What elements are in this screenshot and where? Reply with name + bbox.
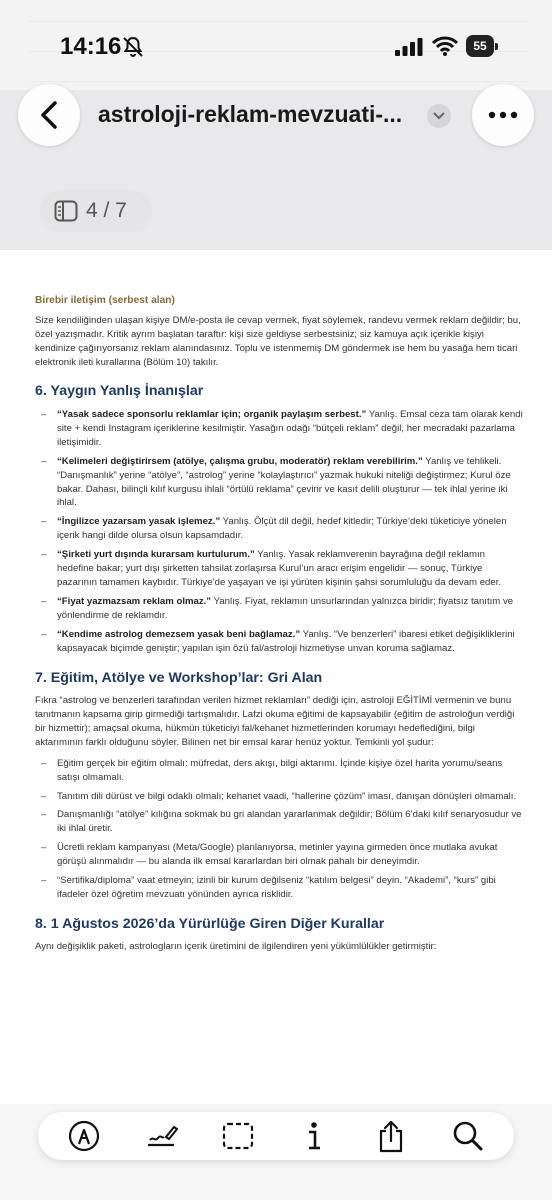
markup-pen-icon [68,1120,100,1152]
list-item: – “Kelimeleri değiştirirsem (atölye, çalışma grubu, moderatör) reklam verebilirim.” Yanlış ve tehlikeli. “Danışmanlık” yerine “atölye”, “astrolog” yerine “kolaylaştırıcı” yazmak hukuki niteliği değiştirmez; Kurul öze bakar. Dahası, bilinçli kılıf kurgusu ihlali “örtülü reklama” çevirir ve kasıt delili oluşturur — tek ihlal yerine iki ihlal. [35,455,524,511]
search-button[interactable] [448,1116,488,1156]
list-item: – Ücretli reklam kampanyası (Meta/Google) planlanıyorsa, metinler yayına girmeden önce mutlaka avukat görüşü alınmalıdır — bu alanda ilk emsal kararlardan biri olmak pahalı bir deneyimdir. [35,841,524,869]
title-menu-button[interactable] [427,104,451,128]
paragraph: Fıkra “astrolog ve benzerleri tarafından verilen hizmet reklamları” dediği için, astroloji EĞİTİMİ vermenin ve bunu tanıtmanın kapsama girip girmediği tartışmalıdır. Lafzi okuma eğitimi de kapsayabilir (eğitim de astroloğun verdiği bir hizmettir); amaçsal okuma, hükmün tüketiciyi fal/kehanet hizmetlerinden korumayı hedeflediğini, bilgi aktarımının farklı olduğunu söyler. Bilinen net bir emsal karar henüz yoktur. Temkinli yol şudur: [35,695,515,748]
paragraph: Aynı değişiklik paketi, astrologların içerik üretimini de ilgilendiren yeni yükümlülükler getirmiştir: [35,941,437,953]
education-list [35,757,524,902]
list-item: – Tanıtım dili dürüst ve bilgi odaklı olmalı; kehanet vaadi, “hallerine çözüm” iması, danışan dönüşleri olmamalı. [35,790,524,804]
more-button[interactable] [472,84,534,146]
bell-muted-icon [121,35,145,59]
list-item: – “Kendime astrolog demezsem yasak beni bağlamaz.” Yanlış. “Ve benzerleri” ibaresi etiket değişikliklerini kapsayacak biçimde geniştir; yapılan işin özü fal/astroloji hizmetiyse unvan koruma sağlamaz. [35,628,524,656]
share-icon [377,1119,405,1153]
bottom-toolbar [0,1104,552,1200]
status-bar [0,0,552,90]
page-indicator[interactable] [40,190,152,232]
search-icon [452,1120,484,1152]
signature-button[interactable] [141,1116,181,1156]
chevron-down-icon [433,112,445,120]
battery-icon: 55 [466,35,494,57]
section-8-heading: 8. 1 Ağustos 2026’da Yürürlüğe Giren Diğer Kurallar [35,915,385,932]
markup-button[interactable] [64,1116,104,1156]
section-7-heading: 7. Eğitim, Atölye ve Workshop’lar: Gri Alan [35,669,323,686]
misconceptions-list [35,408,524,656]
title-bar [0,84,552,150]
signature-icon [144,1121,178,1151]
back-button[interactable] [18,84,80,146]
list-item: – “Fiyat yazmazsam reklam olmaz.” Yanlış. Fiyat, reklamın unsurlarından yalnızca biridir; fiyatsız tanıtım ve yönlendirme de reklamdır. [35,595,524,623]
document-title[interactable]: astroloji-reklam-mevzuati-... [98,101,403,127]
list-item: – Danışmanlığı “atölye” kılığına sokmak bu gri alandan yararlanmak değildir; Bölüm 6’daki kılıf senaryosudur ve iki ihlal üretir. [35,808,524,836]
chevron-left-icon [38,100,60,130]
ellipsis-icon [488,111,518,119]
clock: 14:16 [60,33,122,60]
list-item: – “Yasak sadece sponsorlu reklamlar için; organik paylaşım serbest.” Yanlış. Emsal ceza tam olarak kendi site + kendi Instagram içeriklerine kesilmiştir. Yasağın odağı “bütçeli reklam” değil, her mecradaki pazarlama iletişimidir. [35,408,524,450]
list-item: – “Sertifika/diploma” vaat etmeyin; izinli bir kurum değilseniz “katılım belgesi” deyin. “Akademi”, “kurs” gibi ifadeler özel öğretim mevzuatı yönünden ayrıca risklidir. [35,874,524,902]
sidebar-icon [54,200,78,222]
paragraph: Size kendiliğinden ulaşan kişiye DM/e-posta ile cevap vermek, fiyat söylemek, randevu vermek reklam değildir; bu, özel yazışmadır. Kritik ayrım başlatan taraftır: kişi size geldiyse serbestsiniz; siz kamuya açık içerikle kişiyi kendinize çağırıyorsanız reklam alanındasınız. Toplu ve istenmemiş DM göndermek ise hem bu yasağa hem ticari elektronik ileti kurallarına (Bölüm 10) takılır. [35,314,521,368]
list-item: – “İngilizce yazarsam yasak işlemez.” Yanlış. Ölçüt dil değil, hedef kitledir; Türkiye’deki tüketiciye yönelen içerik hangi dilde olursa olsun kapsamdadır. [35,515,524,543]
info-icon [304,1120,324,1152]
info-button[interactable] [294,1116,334,1156]
toolbar-pill [38,1112,514,1160]
share-button[interactable] [371,1116,411,1156]
wifi-icon [432,36,458,56]
subhead-direct-communication: Birebir iletişim (serbest alan) [35,295,175,306]
section-6-heading: 6. Yaygın Yanlış İnanışlar [35,383,204,400]
page-count: 4 / 7 [86,199,127,222]
list-item: – “Şirketi yurt dışında kurarsam kurtulurum.” Yanlış. Yasak reklamverenin bayrağına değil reklamın hedefine bakar; yurt dışı şirketten tahsilat zorlaşırsa Kurul’un aracı erişim engelidir — sonuç, Türkiye pazarının tamamen kaybıdır. Türkiye’de yaşayan ve işi yürüten kişinin şahsi sorumluluğu da devam eder. [35,548,524,590]
select-box-icon [222,1122,254,1150]
document-page[interactable] [0,250,552,1120]
select-button[interactable] [218,1116,258,1156]
cellular-signal-icon [395,38,423,56]
list-item: – Eğitim gerçek bir eğitim olmalı: müfredat, ders akışı, bilgi aktarımı. İçinde kişiye özel harita yorumu/seans satışı olmamalı. [35,757,524,785]
